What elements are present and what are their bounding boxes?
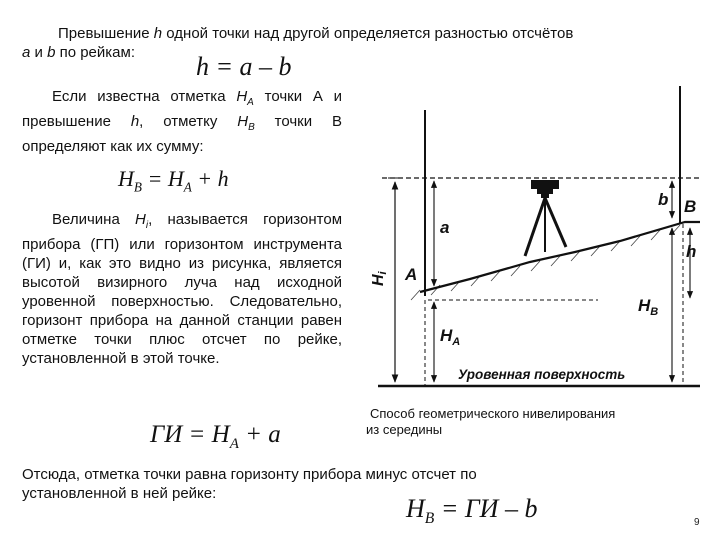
level-instrument-icon — [525, 180, 566, 256]
label-h: h — [686, 242, 697, 261]
var-b: b — [47, 44, 56, 61]
label-A: A — [405, 265, 418, 284]
label-hi: Hi — [370, 271, 389, 286]
formula-hb-equals-ha-plus-h: $H_B = H_A + h$ — [118, 166, 229, 195]
label-b: b — [658, 190, 669, 209]
leveling-diagram — [366, 80, 706, 400]
page-number: 9 — [694, 517, 700, 528]
formula-h-equals-a-minus-b: h = a – b — [196, 52, 292, 81]
label-a: a — [440, 218, 450, 237]
conclusion-paragraph: Отсюда, отметка точки равна горизонту прибора минус отсчет по установленной в ней рейке: — [22, 466, 477, 502]
var-h: h — [153, 25, 163, 42]
formula-gi-equals-ha-plus-a: ГИ = $H_A + a$ — [150, 421, 281, 452]
label-ha: $H_A$ — [440, 326, 461, 348]
paragraph-instrument-horizon: Величина $H_i$, называется горизонтом прибора (ГП) или горизонтом инструмента (ГИ) и, как это видно из рисунка, является высотой визирного луча над исходной уровенной поверхностью. Следовательно, горизонт прибора на данной станции равен отметке точки плюс отсчет по рейке, установленной в этой точке. — [22, 211, 343, 367]
var-a: a — [22, 44, 31, 61]
label-level-surface: Уровенная поверхность — [458, 367, 626, 382]
figure-caption: Способ геометрического нивелирования из середины — [366, 406, 616, 437]
intro-line-2: a и b по рейкам: — [22, 44, 135, 61]
paragraph-known-elevation: Если известна отметка $H_A$ точки А и превышение h, отметку $H_B$ точки В определяют как их сумму: — [22, 88, 343, 155]
formula-hb-equals-gi-minus-b: $H_B$ = ГИ – b — [406, 494, 538, 528]
label-B: B — [684, 197, 697, 216]
intro-line-1: Превышение h одной точки над другой определяется разностью отсчётов — [58, 25, 574, 42]
label-hb: $H_B$ — [638, 296, 659, 318]
intro-paragraph — [22, 24, 692, 62]
